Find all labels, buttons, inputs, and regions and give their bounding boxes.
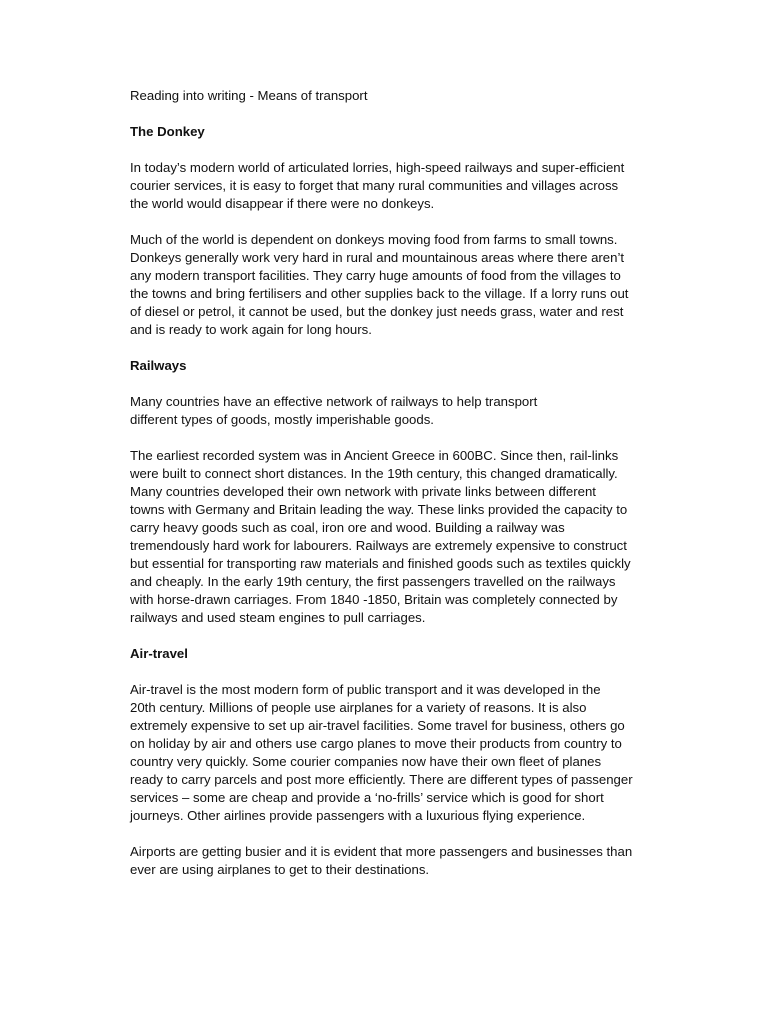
- text-line: extremely expensive to set up air-travel facilities. Some travel for business, others go: [130, 718, 625, 733]
- text-line: courier services, it is easy to forget that many rural communities and villages across: [130, 178, 619, 193]
- text-line: Airports are getting busier and it is evident that more passengers and businesses than: [130, 844, 633, 859]
- text-line: with horse-drawn carriages. From 1840 -1850, Britain was completely connected by: [130, 592, 618, 607]
- text-line: were built to connect short distances. In the 19th century, this changed dramatically.: [130, 466, 618, 481]
- text-line: the towns and bring fertilisers and other supplies back to the village. If a lorry runs out: [130, 286, 629, 301]
- paragraph: [130, 447, 675, 627]
- text-line: 20th century. Millions of people use airplanes for a variety of reasons. It is also: [130, 700, 587, 715]
- text-line: any modern transport facilities. They carry huge amounts of food from the villages to: [130, 268, 621, 283]
- text-line: country very quickly. Some courier companies now have their own fleet of planes: [130, 754, 602, 769]
- text-line: on holiday by air and others use cargo planes to move their products from country to: [130, 736, 622, 751]
- text-line: carry heavy goods such as coal, iron ore and wood. Building a railway was: [130, 520, 565, 535]
- text-line: of diesel or petrol, it cannot be used, but the donkey just needs grass, water and rest: [130, 304, 624, 319]
- text-line: tremendously hard work for labourers. Railways are extremely expensive to construct: [130, 538, 627, 553]
- text-line: Air-travel is the most modern form of public transport and it was developed in the: [130, 682, 601, 697]
- text-line: Much of the world is dependent on donkeys moving food from farms to small towns.: [130, 232, 618, 247]
- text-line: The earliest recorded system was in Ancient Greece in 600BC. Since then, rail-links: [130, 448, 619, 463]
- text-line: and cheaply. In the early 19th century, the first passengers travelled on the railways: [130, 574, 616, 589]
- text-line: railways and used steam engines to pull carriages.: [130, 610, 426, 625]
- text-line: towns with Germany and Britain leading the way. These links provided the capacity to: [130, 502, 628, 517]
- text-line: Many countries have an effective network of railways to help transport: [130, 394, 538, 409]
- text-line: journeys. Other airlines provide passengers with a luxurious flying experience.: [130, 808, 586, 823]
- section-heading: The Donkey: [130, 124, 205, 139]
- paragraph: [130, 231, 675, 339]
- document-body: [130, 87, 675, 897]
- section-air-travel: [130, 645, 675, 879]
- paragraph: [130, 681, 675, 825]
- text-line: the world would disappear if there were no donkeys.: [130, 196, 435, 211]
- text-line: but essential for transporting raw materials and finished goods such as textiles quickly: [130, 556, 631, 571]
- section-heading: Air-travel: [130, 646, 188, 661]
- text-line: In today’s modern world of articulated lorries, high-speed railways and super-efficient: [130, 160, 625, 175]
- document-title: Reading into writing - Means of transport: [130, 88, 368, 103]
- section-donkey: [130, 123, 675, 339]
- text-line: services – some are cheap and provide a ‘no-frills’ service which is good for short: [130, 790, 604, 805]
- text-line: different types of goods, mostly imperishable goods.: [130, 412, 434, 427]
- section-railways: [130, 357, 675, 627]
- section-heading: Railways: [130, 358, 187, 373]
- paragraph: [130, 843, 675, 879]
- paragraph: [130, 393, 675, 429]
- paragraph: [130, 159, 675, 213]
- text-line: ready to carry parcels and post more efficiently. There are different types of passenger: [130, 772, 633, 787]
- text-line: Donkeys generally work very hard in rural and mountainous areas where there aren’t: [130, 250, 625, 265]
- text-line: and is ready to work again for long hours.: [130, 322, 372, 337]
- text-line: ever are using airplanes to get to their destinations.: [130, 862, 430, 877]
- text-line: Many countries developed their own network with private links between different: [130, 484, 596, 499]
